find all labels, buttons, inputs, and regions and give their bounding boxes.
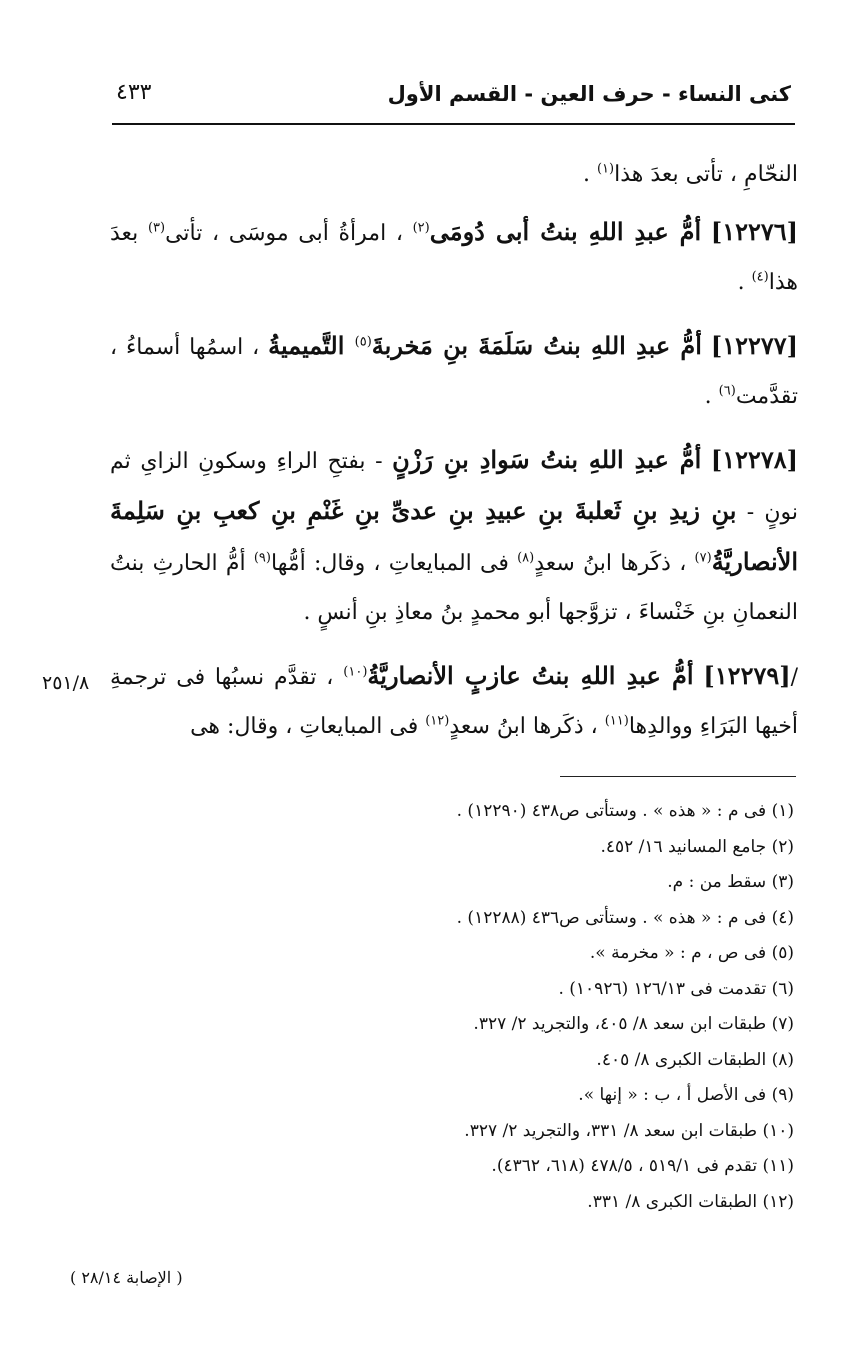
footnote: (٧) طبقات ابن سعد ٨/ ٤٠٥، والتجريد ٢/ ٣٢٧.: [473, 1014, 794, 1034]
entry-text: فى المبايعاتِ ، وقال: هى: [190, 714, 426, 739]
entry-name: أمُّ عبدِ اللهِ بنتُ سَوادِ بنِ رَزْنٍ: [392, 445, 702, 474]
entry-name: أمُّ عبدِ اللهِ بنتُ عازبٍ الأنصاريَّةُ: [367, 661, 694, 690]
footnote-ref: (٦): [718, 383, 736, 399]
page-number: ٤٣٣: [116, 80, 152, 105]
entry-text: أمُّ الحارثِ بنتُ النعمانِ بنِ خَنْساءَ ، تزوَّجها أبو محمدٍ بنُ معاذِ بنِ أنسٍ .: [110, 551, 798, 625]
entry-12279: [110, 651, 798, 751]
continuation-paragraph: [110, 150, 798, 199]
entry-text: ، امرأةُ أبى موسَى ، تأتى: [165, 221, 413, 246]
footnotes: [110, 794, 794, 1220]
entry-text: فى المبايعاتِ ، وقال: أمُّها: [270, 551, 518, 576]
page-break-marker: /: [790, 665, 799, 690]
entry-number: [١٢٢٧٨]: [710, 445, 799, 474]
footnote-ref: (١): [596, 161, 615, 177]
header-rule: [112, 123, 795, 125]
entry-number: [١٢٢٧٧]: [710, 331, 798, 360]
footnote: (٦) تقدمت فى ١٢٦/١٣ (١٠٩٢٦) .: [558, 978, 794, 999]
running-title: كنى النساء - حرف العين - القسم الأول: [387, 82, 791, 106]
entry-12277: [110, 321, 798, 421]
paragraph-end: .: [582, 162, 597, 187]
footnote-ref: (٩): [253, 550, 271, 566]
page-header: [112, 78, 795, 118]
entry-12278: [110, 435, 798, 637]
footnote-ref: (٨): [517, 550, 535, 566]
footnote: (١٠) طبقات ابن سعد ٨/ ٣٣١، والتجريد ٢/ ٣٢٧.: [464, 1120, 794, 1141]
entry-12276: [110, 207, 798, 307]
footnote-ref: (٥): [354, 334, 372, 350]
footnote-ref: (١٠): [343, 664, 368, 680]
footnote: (١) فى م : « هذه » . وستأتى ص٤٣٨ (١٢٢٩٠) .: [456, 801, 794, 821]
entry-name: أمُّ عبدِ اللهِ بنتُ أبى دُومَى: [429, 217, 702, 246]
paragraph-text: النحّامِ ، تأتى بعدَ هذا: [614, 162, 798, 187]
entry-text: بعدَ هذا: [110, 221, 798, 295]
entry-text: - بفتحِ الراءِ وسكونِ الزاىِ ثم نونٍ -: [110, 449, 798, 525]
entry-number: [١٢٢٧٩]: [703, 661, 791, 690]
footnote-ref: (٧): [694, 550, 712, 566]
footnote: (٥) فى ص ، م : « مخرمة ».: [589, 943, 794, 963]
margin-reference: ٢٥١/٨: [42, 672, 90, 694]
entry-number: [١٢٢٧٦]: [710, 217, 798, 246]
footnote: (١١) تقدم فى ٥١٩/١ ، ٤٧٨/٥ (٦١٨، ٤٣٦٢).: [491, 1156, 794, 1176]
footnote: (٢) جامع المسانيد ١٦/ ٤٥٢.: [600, 836, 794, 857]
footnote: (١٢) الطبقات الكبرى ٨/ ٣٣١.: [587, 1191, 794, 1212]
entry-end: .: [737, 270, 752, 295]
entry-end: .: [704, 384, 719, 409]
footnote: (٩) فى الأصل أ ، ب : « إنها ».: [578, 1085, 794, 1105]
footnote: (٨) الطبقات الكبرى ٨/ ٤٠٥.: [596, 1049, 794, 1070]
footnote: (٣) سقط من : م.: [667, 872, 794, 892]
footnote-rule: [560, 776, 796, 777]
footer-signature: ( الإصابة ٢٨/١٤ ): [70, 1268, 183, 1287]
entry-text: ، ذكَرها ابنُ سعدٍ: [534, 551, 695, 576]
footnote-ref: (٤): [751, 269, 769, 285]
entry-lineage: بنِ زيدِ بنِ ثَعلبةَ بنِ عبيدِ بنِ عدىِّ بنِ غَنْمِ بنِ كعبِ بنِ سَلِمةَ الأنصاريَّةُ: [110, 496, 798, 576]
footnote: (٤) فى م : « هذه » . وستأتى ص٤٣٦ (١٢٢٨٨) .: [456, 907, 794, 928]
entry-text: ، ذكَرها ابنُ سعدٍ: [449, 714, 605, 739]
entry-text: ، اسمُها أسماءُ ، تقدَّمت: [110, 335, 798, 409]
footnote-ref: (١١): [604, 713, 629, 729]
entry-text: ، تقدَّم نسبُها فى ترجمةِ أخيها البَرَاءِ ووالدِها: [110, 665, 798, 739]
footnote-ref: (٣): [147, 220, 166, 236]
footnote-ref: (١٢): [425, 713, 450, 729]
main-text: [110, 150, 798, 765]
footnote-ref: (٢): [412, 220, 430, 236]
entry-name-nisba: التَّميميةُ: [268, 331, 355, 360]
entry-name: أمُّ عبدِ اللهِ بنتُ سَلَمَةَ بنِ مَخربةَ: [371, 331, 702, 360]
